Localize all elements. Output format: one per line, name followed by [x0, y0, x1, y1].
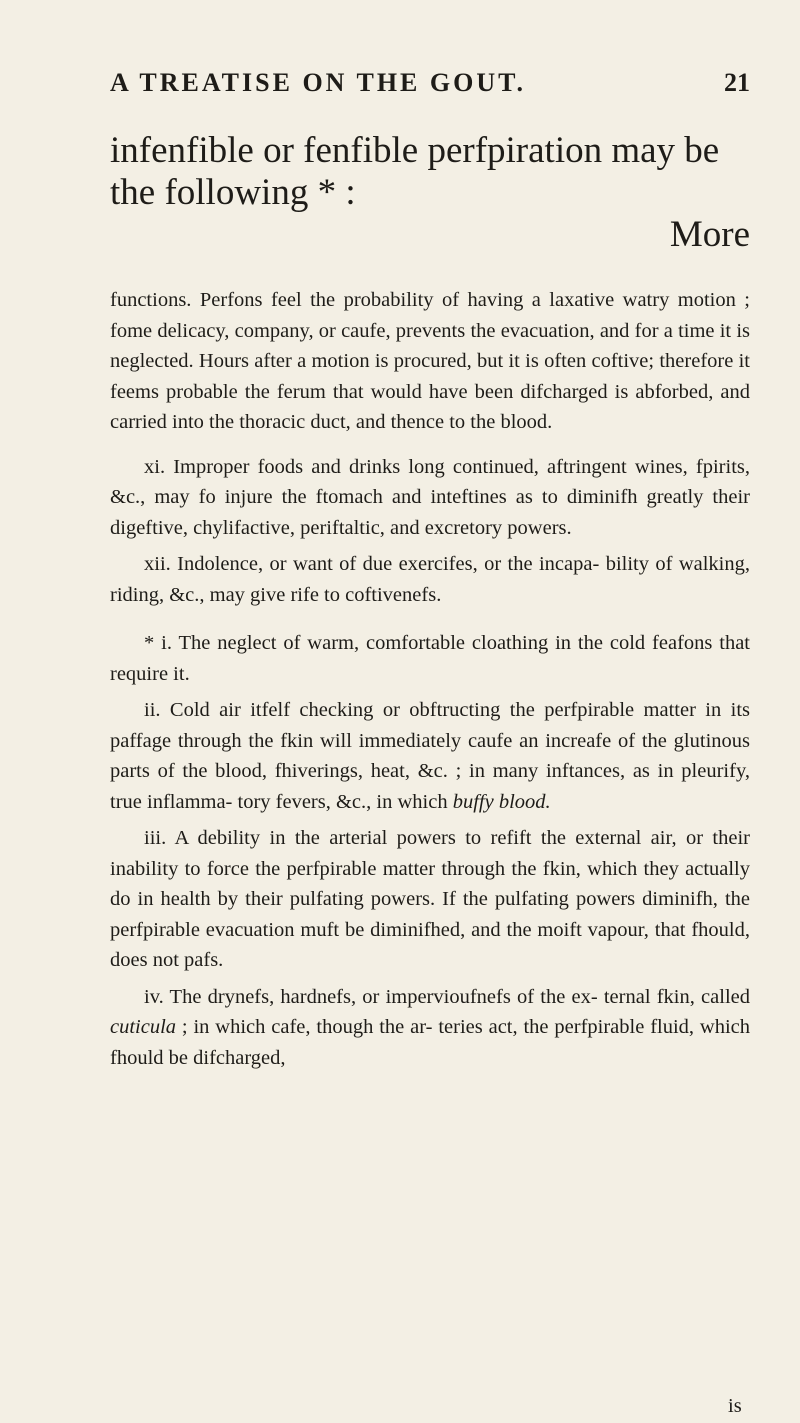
footnote-iv-text-a: iv. The drynefs, hardnefs, or impervioufnefs of the ex- ternal fkin, called: [144, 985, 750, 1008]
lead-text: [110, 130, 750, 256]
paragraph-xi: xi. Improper foods and drinks long continued, aftringent wines, fpirits, &c., may fo injure the ftomach and inteftines as to diminifh greatly their digeftive, chylifactive, periftaltic, and excretory powers.: [110, 455, 750, 539]
footnote-ii-italic: buffy blood.: [452, 790, 551, 813]
footnote-iv-text-b: ; in which cafe, though the ar- teries act, the perfpirable fluid, which fhould be difcharged,: [110, 1016, 750, 1069]
footnote-iv: [110, 982, 750, 1074]
footnote-ii: [110, 695, 750, 817]
lead-line-2: the following * :: [110, 172, 356, 213]
page-number: 21: [724, 68, 750, 97]
catchword: is: [728, 1395, 742, 1417]
lead-line-1: infenfible or fenfible perfpiration may be: [110, 130, 720, 171]
paragraph-xii: xii. Indolence, or want of due exercifes, or the incapa- bility of walking, riding, &c., may give rife to coftivenefs.: [110, 553, 750, 606]
footnote-ii-text: ii. Cold air itfelf checking or obftructing the perfpirable matter in its paffage through the fkin will immediately caufe an increafe of the glutinous parts of the blood, fhiverings, heat, &c. ; in many inftances, as in pleurify, true inflamma- tory fevers, &c., in which: [110, 699, 750, 813]
footnote-i: * i. The neglect of warm, comfortable cloathing in the cold feafons that require it.: [110, 632, 750, 685]
running-title: A TREATISE ON THE GOUT.: [110, 68, 527, 97]
lead-line-3: More: [669, 214, 750, 255]
paragraph-functions: functions. Perfons feel the probability of having a laxative watry motion ; fome delicacy, company, or caufe, prevents the evacuation, and for a time it is neglected. Hours after a motion is procured, but it is often coftive; therefore it feems probable the ferum that would have been difcharged is abforbed, and carried into the thoracic duct, and thence to the blood.: [110, 289, 750, 433]
footnote-iii: iii. A debility in the arterial powers to refift the external air, or their inability to force the perfpirable matter through the fkin, which they actually do in health by their pulfating powers. If the pulfating powers diminifh, the perfpirable evacuation muft be diminifhed, and the moift vapour, that fhould, does not pafs.: [110, 827, 750, 971]
running-head: [110, 68, 750, 98]
footnote-iv-italic: cuticula: [110, 1016, 177, 1038]
body-text: [110, 285, 750, 1073]
